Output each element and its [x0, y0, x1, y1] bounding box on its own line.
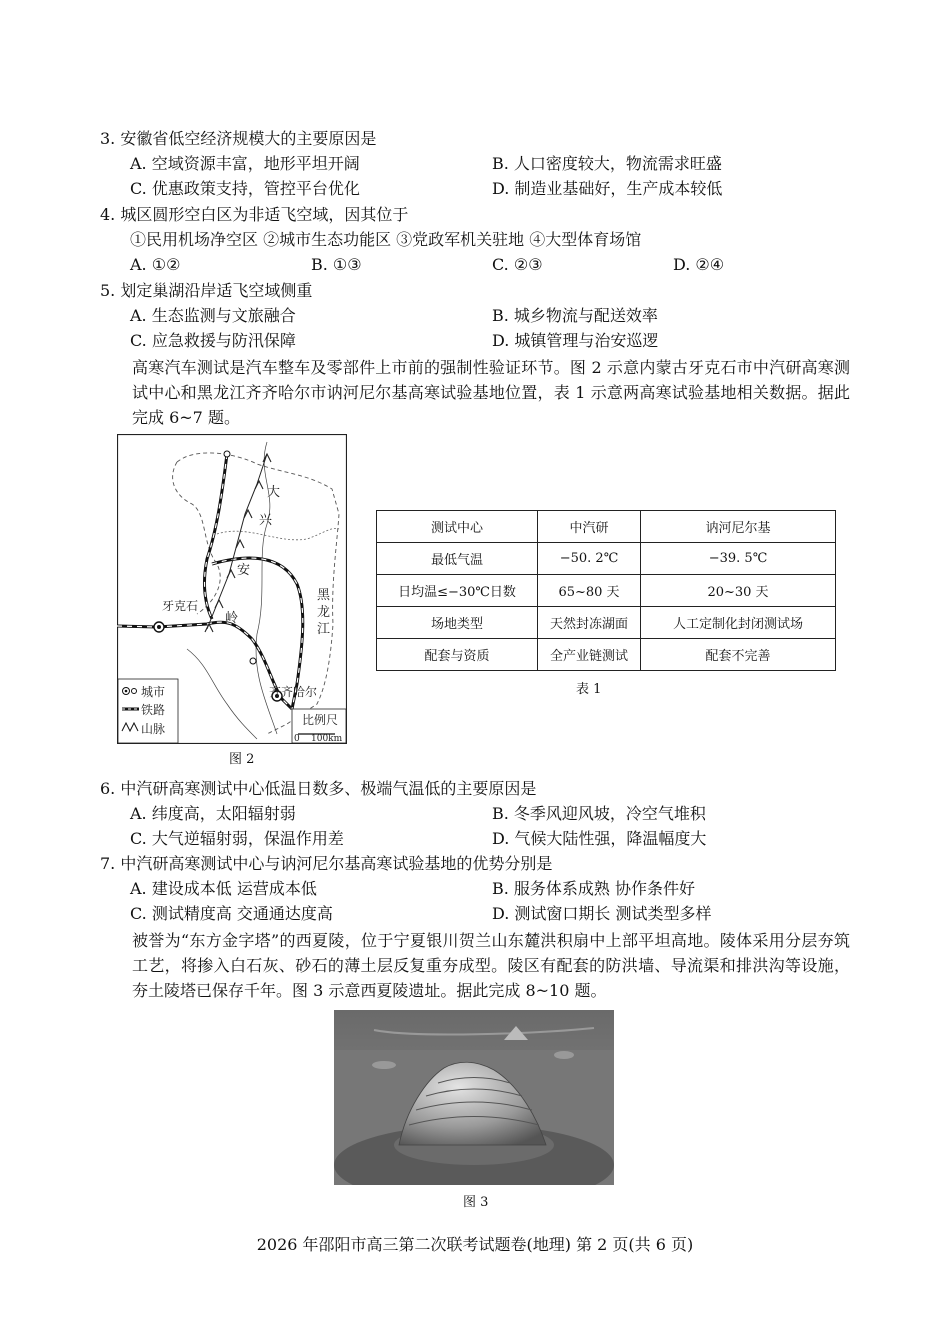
q5-option-b: B. 城乡物流与配送效率: [492, 306, 658, 325]
q7-option-c: C. 测试精度高 交通通达度高: [130, 904, 333, 923]
q7-option-a: A. 建设成本低 运营成本低: [130, 879, 317, 898]
table-cell: 场地类型: [377, 607, 538, 639]
table-cell: 人工定制化封闭测试场: [641, 607, 836, 639]
photo-mound-small: [554, 1051, 574, 1059]
label-an: 安: [237, 563, 251, 578]
map-caption: 图 2: [229, 752, 255, 767]
table-cell: 全产业链测试: [538, 639, 641, 671]
intro-text: 被誉为“东方金字塔”的西夏陵，位于宁夏银川贺兰山东麓洪积扇中上部平坦高地。陵体采用分层夯筑工艺，将掺入白石灰、砂石的薄土层反复重夯成型。陵区有配套的防洪墙、导流渠和排洪沟等设施，夯土陵塔已保存千年。图 3 示意西夏陵遗址。据此完成 8~10 题。: [132, 931, 850, 1000]
city-yakeshi-dot: [157, 625, 161, 629]
q4-items: ①民用机场净空区 ②城市生态功能区 ③党政军机关驻地 ④大型体育场馆: [130, 230, 642, 249]
q6-option-d: D. 气候大陆性强，降温幅度大: [492, 829, 707, 848]
q6-option-b: B. 冬季风迎风坡，冷空气堆积: [492, 804, 706, 823]
label-xing: 兴: [259, 513, 273, 528]
label-yakeshi: 牙克石: [162, 599, 199, 613]
photo-mound-small: [372, 1061, 396, 1069]
label-long: 龙: [317, 605, 331, 620]
town-north-icon: [224, 451, 230, 457]
page-footer: 2026 年邵阳市高三第二次联考试题卷(地理) 第 2 页(共 6 页): [256, 1235, 694, 1254]
q3-option-c: C. 优惠政策支持，管控平台优化: [130, 179, 360, 198]
table-cell: 天然封冻湖面: [538, 607, 641, 639]
q7-stem: 7. 中汽研高寒测试中心与讷河尼尔基高寒试验基地的优势分别是: [100, 854, 553, 873]
table-cell: 测试中心: [377, 511, 538, 543]
table-cell: −39. 5℃: [641, 543, 836, 575]
photo-caption: 图 3: [463, 1195, 489, 1210]
q5-option-a: A. 生态监测与文旅融合: [130, 306, 296, 325]
table-row: [377, 575, 836, 607]
label-da: 大: [267, 485, 281, 500]
map-figure-2: [117, 434, 347, 744]
scale-distance: 100km: [311, 734, 343, 744]
intro-text: 高寒汽车测试是汽车整车及零部件上市前的强制性验证环节。图 2 示意内蒙古牙克石市中汽研高寒测试中心和黑龙江齐齐哈尔市讷河尼尔基高寒试验基地位置，表 1 示意两高寒试验基地相关数据。据此完成 6~7 题。: [132, 358, 850, 427]
table-cell: 日均温≤−30℃日数: [377, 575, 538, 607]
table-cell: 配套与资质: [377, 639, 538, 671]
table-cell: 20~30 天: [641, 575, 836, 607]
table-cell: 最低气温: [377, 543, 538, 575]
q5-option-d: D. 城镇管理与治安巡逻: [492, 331, 659, 350]
table-caption: 表 1: [576, 682, 602, 697]
label-qiqihaer: 齐齐哈尔: [269, 685, 318, 699]
scale-zero: 0: [294, 734, 300, 744]
table-cell: 65~80 天: [538, 575, 641, 607]
scale-title: 比例尺: [302, 713, 339, 727]
table-row: [377, 639, 836, 671]
q7-option-b: B. 服务体系成熟 协作条件好: [492, 879, 696, 898]
table-cell: 配套不完善: [641, 639, 836, 671]
table-row: [377, 511, 836, 543]
table-cell: 中汽研: [538, 511, 641, 543]
label-jiang: 江: [317, 622, 331, 637]
data-table-1: [376, 510, 836, 671]
intro-paragraph-6-7: [100, 355, 850, 430]
q5-option-c: C. 应急救援与防汛保障: [130, 331, 296, 350]
label-ling: 岭: [225, 611, 239, 626]
q5-stem: 5. 划定巢湖沿岸适飞空域侧重: [100, 281, 313, 300]
q4-option-c: C. ②③: [492, 255, 543, 274]
q4-stem: 4. 城区圆形空白区为非适飞空域，因其位于: [100, 205, 409, 224]
q4-option-b: B. ①③: [311, 255, 362, 274]
table-row: [377, 543, 836, 575]
table-cell: −50. 2℃: [538, 543, 641, 575]
legend-mountain-label: 山脉: [141, 722, 166, 736]
table-cell: 讷河尼尔基: [641, 511, 836, 543]
q7-option-d: D. 测试窗口期长 测试类型多样: [492, 904, 712, 923]
label-hei: 黑: [317, 588, 331, 603]
legend-city-label: 城市: [141, 685, 166, 699]
q4-option-d: D. ②④: [673, 255, 725, 274]
legend-town-icon: [132, 689, 137, 694]
photo-figure-3: [334, 1010, 614, 1185]
intro-paragraph-8-10: [100, 928, 850, 1003]
q3-stem: 3. 安徽省低空经济规模大的主要原因是: [100, 129, 377, 148]
q6-stem: 6. 中汽研高寒测试中心低温日数多、极端气温低的主要原因是: [100, 779, 537, 798]
q3-option-b: B. 人口密度较大，物流需求旺盛: [492, 154, 722, 173]
q6-option-c: C. 大气逆辐射弱，保温作用差: [130, 829, 344, 848]
q3-option-a: A. 空域资源丰富，地形平坦开阔: [130, 154, 360, 173]
q3-option-d: D. 制造业基础好，生产成本较低: [492, 179, 723, 198]
q4-option-a: A. ①②: [130, 255, 181, 274]
legend-city-dot: [125, 690, 128, 693]
legend-rail-label: 铁路: [141, 703, 166, 717]
town-south-icon: [250, 658, 256, 664]
q6-option-a: A. 纬度高，太阳辐射弱: [130, 804, 296, 823]
table-row: [377, 607, 836, 639]
